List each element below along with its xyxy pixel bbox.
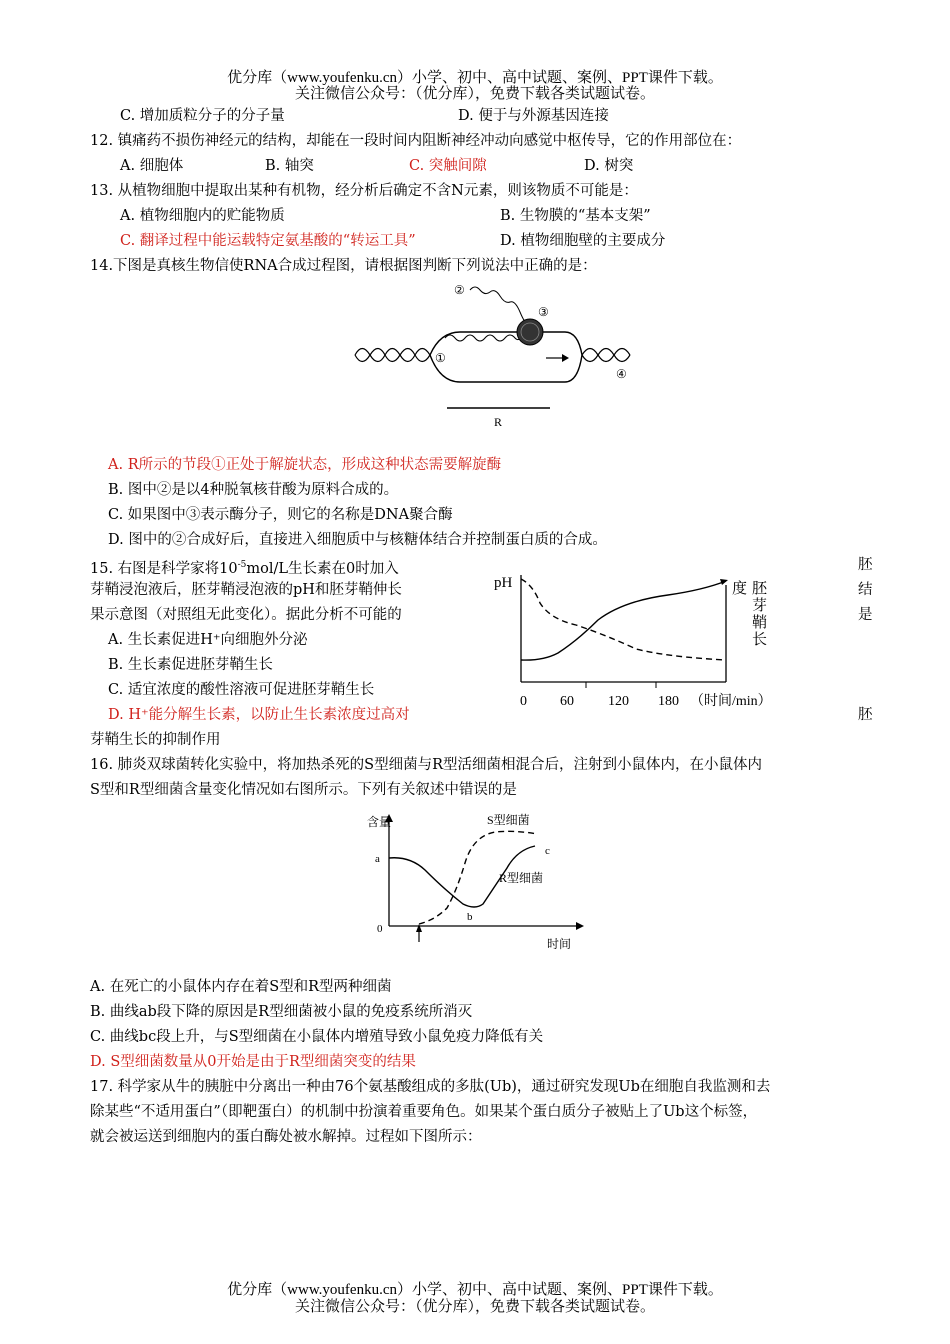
transcription-diagram xyxy=(350,280,640,430)
q13-stem: 13. 从植物细胞中提取出某种有机物，经分析后确定不含N元素，则该物质不可能是： xyxy=(90,183,638,199)
ph-curve xyxy=(521,579,726,660)
r-curve-label: R型细菌 xyxy=(499,871,544,885)
ylabel-right-4: 鞘 xyxy=(752,615,768,631)
q16-option-a: A. 在死亡的小鼠体内存在着S型和R型两种细菌 xyxy=(90,979,392,995)
q14-option-d: D. 图中的②合成好后，直接进入细胞质中与核糖体结合并控制蛋白质的合成。 xyxy=(108,532,607,548)
page-header-line1: 优分库（www.youfenku.cn）小学、初中、高中试题、案例、PPT课件下载。 xyxy=(227,70,723,86)
injection-arrow-head xyxy=(416,924,422,932)
ylabel-right-1: 度 xyxy=(732,581,748,597)
q12-option-a: A. 细胞体 xyxy=(120,158,184,174)
growth-arrow xyxy=(720,579,728,585)
xtick-180: 180 xyxy=(658,694,679,709)
point-b: b xyxy=(467,911,473,923)
q15-option-c: C. 适宜浓度的酸性溶液可促进胚芽鞘生长 xyxy=(108,682,375,698)
origin-0: 0 xyxy=(377,923,383,935)
q15-stem-line3: 果示意图（对照组无此变化）。据此分析不可能的 xyxy=(90,607,402,623)
q15-option-b: B. 生长素促进胚芽鞘生长 xyxy=(108,657,273,673)
rna-tail xyxy=(470,287,528,324)
point-c: c xyxy=(545,845,550,857)
page-header-line2: 关注微信公众号：（优分库），免费下载各类试题试卷。 xyxy=(294,86,655,102)
q15-stem-line2-tail: 结 xyxy=(858,582,873,598)
q13-option-c: C. 翻译过程中能运载特定氨基酸的“转运工具” xyxy=(120,233,416,249)
bacteria-ylabel: 含量 xyxy=(367,815,392,829)
q16-option-c: C. 曲线bc段上升，与S型细菌在小鼠体内增殖导致小鼠免疫力降低有关 xyxy=(90,1029,544,1045)
ylabel-right-5: 长 xyxy=(752,632,768,648)
q15-option-a: A. 生长素促进H⁺向细胞外分泌 xyxy=(108,632,308,648)
page-footer-line2: 关注微信公众号：（优分库），免费下载各类试题试卷。 xyxy=(294,1299,655,1315)
ylabel-right-2: 胚 xyxy=(752,581,768,597)
label-4: ④ xyxy=(616,367,627,381)
xtick-120: 120 xyxy=(608,694,629,709)
direction-arrow-head xyxy=(562,354,569,362)
q12-option-d: D. 树突 xyxy=(584,158,634,174)
right-helix-strand-1 xyxy=(582,349,630,362)
q13-option-b: B. 生物膜的“基本支架” xyxy=(500,208,651,224)
label-3: ③ xyxy=(538,305,549,319)
q17-stem-line1: 17. 科学家从牛的胰脏中分离出一种由76个氨基酸组成的多肽(Ub)，通过研究发现Ub在细胞自我监测和去 xyxy=(90,1079,771,1095)
q16-option-d: D. S型细菌数量从0开始是由于R型细菌突变的结果 xyxy=(90,1054,416,1070)
q15-stem-part2: mol/L生长素在0时加入 xyxy=(246,560,399,577)
bacteria-x-arrow xyxy=(576,922,584,930)
q14-stem: 14.下图是真核生物信使RNA合成过程图，请根据图判断下列说法中正确的是： xyxy=(90,258,597,274)
bacteria-chart xyxy=(365,808,595,956)
label-1: ① xyxy=(435,351,446,365)
bubble-lower-strand xyxy=(430,355,582,382)
q12-stem: 12. 镇痛药不损伤神经元的结构，却能在一段时间内阻断神经冲动向感觉中枢传导，它的作用部位在： xyxy=(90,133,742,149)
q16-option-b: B. 曲线ab段下降的原因是R型细菌被小鼠的免疫系统所消灭 xyxy=(90,1004,473,1020)
q15-option-d-tail: 胚 xyxy=(858,707,873,723)
growth-curve xyxy=(521,581,726,660)
q14-option-b: B. 图中②是以4种脱氧核苷酸为原料合成的。 xyxy=(108,482,399,498)
point-a: a xyxy=(375,853,380,865)
label-2: ② xyxy=(454,283,465,297)
q13-option-a: A. 植物细胞内的贮能物质 xyxy=(120,208,285,224)
xtick-60: 60 xyxy=(560,694,574,709)
right-helix-strand-2 xyxy=(582,349,630,362)
xtick-0: 0 xyxy=(520,694,527,709)
bacteria-xlabel: 时间 xyxy=(547,937,572,951)
q14-option-a: A. R所示的节段①正处于解旋状态，形成这种状态需要解旋酶 xyxy=(108,457,502,473)
ylabel-ph: pH xyxy=(494,575,513,591)
q15-stem-line3-tail: 是 xyxy=(858,607,873,623)
rna-strand xyxy=(445,328,525,341)
q16-stem-line1: 16. 肺炎双球菌转化实验中，将加热杀死的S型细菌与R型活细菌相混合后，注射到小鼠体内，在小鼠体内 xyxy=(90,757,763,773)
q15-option-d-continued: 芽鞘生长的抑制作用 xyxy=(90,732,221,748)
q12-option-b: B. 轴突 xyxy=(265,158,314,174)
s-curve-label: S型细菌 xyxy=(487,813,530,827)
label-r: R xyxy=(494,415,503,429)
q17-stem-line3: 就会被运送到细胞内的蛋白酶处被水解掉。过程如下图所示： xyxy=(90,1129,482,1145)
q15-stem-line1 xyxy=(90,555,399,579)
q11-option-c: C. 增加质粒分子的分子量 xyxy=(120,108,285,124)
q15-stem-part1: 15. 右图是科学家将10 xyxy=(90,560,238,577)
q13-option-d: D. 植物细胞壁的主要成分 xyxy=(500,233,666,249)
q15-stem-line1-tail: 胚 xyxy=(858,557,873,573)
q15-stem-exponent: -5 xyxy=(237,560,247,570)
q15-stem-line2: 芽鞘浸泡液后，胚芽鞘浸泡液的pH和胚芽鞘伸长 xyxy=(90,582,402,598)
page-footer-line1: 优分库（www.youfenku.cn）小学、初中、高中试题、案例、PPT课件下载。 xyxy=(227,1282,723,1298)
q16-stem-line2: S型和R型细菌含量变化情况如右图所示。下列有关叙述中错误的是 xyxy=(90,782,517,798)
ph-growth-chart xyxy=(488,565,788,715)
ylabel-right-3: 芽 xyxy=(752,598,768,614)
q14-option-c: C. 如果图中③表示酶分子，则它的名称是DNA聚合酶 xyxy=(108,507,453,523)
xlabel-time: （时间/min） xyxy=(690,694,772,709)
q17-stem-line2: 除某些“不适用蛋白”（即靶蛋白）的机制中扮演着重要角色。如果某个蛋白质分子被贴上了Ub这个标签， xyxy=(90,1104,758,1120)
q11-option-d: D. 便于与外源基因连接 xyxy=(458,108,609,124)
q15-option-d: D. H⁺能分解生长素，以防止生长素浓度过高对 xyxy=(108,707,410,723)
q12-option-c: C. 突触间隙 xyxy=(409,158,487,174)
